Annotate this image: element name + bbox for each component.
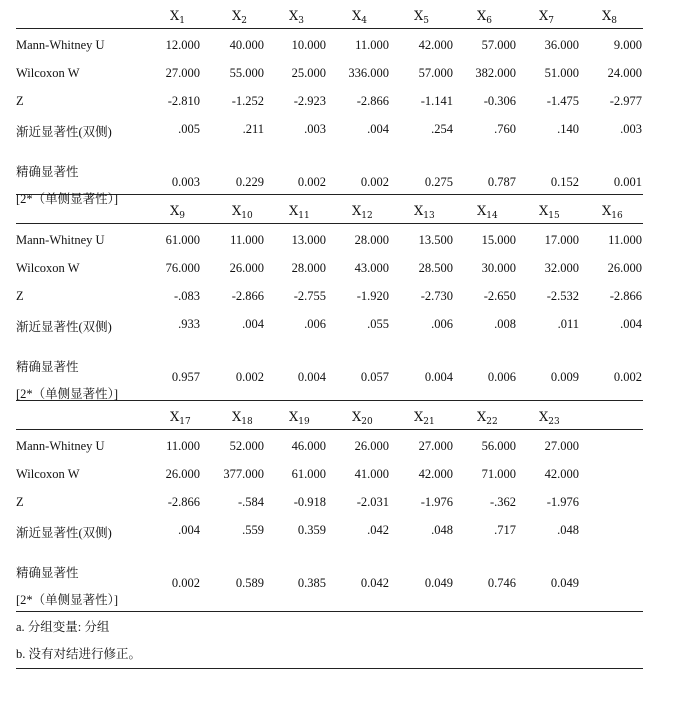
- cell-value: 0.002: [360, 175, 389, 189]
- cell-value: 9.000: [613, 38, 642, 52]
- cell-value: 0.002: [235, 370, 264, 384]
- cell-value: 26.000: [229, 261, 264, 275]
- cell-value: 25.000: [291, 66, 326, 80]
- cell-value: .011: [557, 317, 579, 331]
- cell-value: 61.000: [165, 233, 200, 247]
- cell-value: 26.000: [607, 261, 642, 275]
- cell-value: .559: [242, 523, 264, 537]
- cell-value: 28.500: [418, 261, 453, 275]
- cell-value: -.362: [489, 495, 516, 509]
- cell-value: 55.000: [229, 66, 264, 80]
- cell-value: .140: [557, 122, 579, 136]
- cell-value: -1.976: [420, 495, 453, 509]
- cell-value: 13.000: [291, 233, 326, 247]
- cell-value: 40.000: [229, 38, 264, 52]
- row-label: 渐近显著性(双侧): [16, 320, 112, 334]
- row-label: 精确显著性: [16, 566, 79, 580]
- cell-value: .004: [367, 122, 389, 136]
- cell-value: 0.057: [360, 370, 389, 384]
- column-header: $X_{23}$: [539, 410, 560, 427]
- cell-value: 0.002: [613, 370, 642, 384]
- column-header: $X_1$: [170, 9, 185, 26]
- cell-value: 0.787: [487, 175, 516, 189]
- cell-value: 0.152: [550, 175, 579, 189]
- row-label: Wilcoxon W: [16, 66, 80, 80]
- cell-value: 17.000: [544, 233, 579, 247]
- cell-value: 27.000: [165, 66, 200, 80]
- cell-value: -2.031: [356, 495, 389, 509]
- cell-value: -2.650: [483, 289, 516, 303]
- cell-value: -2.923: [293, 94, 326, 108]
- cell-value: -.083: [173, 289, 200, 303]
- table-block: [16, 0, 643, 206]
- column-header: $X_{16}$: [602, 204, 623, 221]
- column-header: $X_{22}$: [477, 410, 498, 427]
- cell-value: 0.957: [171, 370, 200, 384]
- cell-value: 12.000: [165, 38, 200, 52]
- cell-value: .048: [557, 523, 579, 537]
- cell-value: 0.003: [171, 175, 200, 189]
- column-header-row: [16, 0, 643, 29]
- column-header-row: [16, 401, 643, 430]
- column-header: $X_{18}$: [232, 410, 253, 427]
- column-header: $X_{19}$: [289, 410, 310, 427]
- cell-value: -2.532: [546, 289, 579, 303]
- cell-value: 336.000: [348, 66, 389, 80]
- cell-value: 0.229: [235, 175, 264, 189]
- cell-value: 0.006: [487, 370, 516, 384]
- cell-value: 0.359: [297, 523, 326, 537]
- table-footnotes: [16, 612, 643, 669]
- cell-value: 30.000: [481, 261, 516, 275]
- column-header: $X_{20}$: [352, 410, 373, 427]
- cell-value: .006: [431, 317, 453, 331]
- cell-value: .004: [620, 317, 642, 331]
- cell-value: -2.730: [420, 289, 453, 303]
- cell-value: -1.141: [420, 94, 453, 108]
- cell-value: 36.000: [544, 38, 579, 52]
- cell-value: 28.000: [291, 261, 326, 275]
- cell-value: -2.866: [609, 289, 642, 303]
- cell-value: 0.746: [487, 576, 516, 590]
- cell-value: .004: [178, 523, 200, 537]
- cell-value: 43.000: [354, 261, 389, 275]
- column-header: $X_3$: [289, 9, 304, 26]
- cell-value: 27.000: [544, 439, 579, 453]
- row-label-line2: [2*（单侧显著性）]: [16, 387, 119, 401]
- cell-value: 377.000: [223, 467, 264, 481]
- cell-value: 32.000: [544, 261, 579, 275]
- cell-value: 61.000: [291, 467, 326, 481]
- cell-value: 27.000: [418, 439, 453, 453]
- row-label: Z: [16, 289, 24, 303]
- cell-value: 0.002: [171, 576, 200, 590]
- column-header: $X_{14}$: [477, 204, 498, 221]
- mann-whitney-table: [16, 0, 643, 669]
- cell-value: -0.306: [483, 94, 516, 108]
- cell-value: -0.918: [293, 495, 326, 509]
- column-header: $X_2$: [232, 9, 247, 26]
- cell-value: 24.000: [607, 66, 642, 80]
- cell-value: 0.049: [550, 576, 579, 590]
- cell-value: .003: [304, 122, 326, 136]
- cell-value: -1.475: [546, 94, 579, 108]
- column-header: $X_{11}$: [289, 204, 310, 221]
- row-label: Mann-Whitney U: [16, 233, 105, 247]
- cell-value: 46.000: [291, 439, 326, 453]
- cell-value: 0.385: [297, 576, 326, 590]
- column-header-row: [16, 195, 643, 224]
- cell-value: 57.000: [481, 38, 516, 52]
- column-header: $X_{12}$: [352, 204, 373, 221]
- row-label: 精确显著性: [16, 360, 79, 374]
- cell-value: 0.042: [360, 576, 389, 590]
- row-label: Mann-Whitney U: [16, 38, 105, 52]
- cell-value: 42.000: [418, 38, 453, 52]
- cell-value: 56.000: [481, 439, 516, 453]
- cell-value: 13.500: [418, 233, 453, 247]
- cell-value: -2.810: [167, 94, 200, 108]
- column-header: $X_8$: [602, 9, 617, 26]
- cell-value: .008: [494, 317, 516, 331]
- cell-value: 10.000: [291, 38, 326, 52]
- row-label: Wilcoxon W: [16, 261, 80, 275]
- cell-value: 42.000: [544, 467, 579, 481]
- cell-value: .005: [178, 122, 200, 136]
- cell-value: 51.000: [544, 66, 579, 80]
- column-header: $X_{15}$: [539, 204, 560, 221]
- cell-value: -.584: [237, 495, 264, 509]
- cell-value: -1.976: [546, 495, 579, 509]
- row-label: 渐近显著性(双侧): [16, 125, 112, 139]
- cell-value: 11.000: [355, 38, 389, 52]
- column-header: $X_5$: [414, 9, 429, 26]
- column-header: $X_4$: [352, 9, 367, 26]
- cell-value: 0.049: [424, 576, 453, 590]
- cell-value: .055: [367, 317, 389, 331]
- row-label-line2: [2*（单侧显著性）]: [16, 192, 119, 206]
- cell-value: 0.004: [424, 370, 453, 384]
- cell-value: 57.000: [418, 66, 453, 80]
- column-header: $X_7$: [539, 9, 554, 26]
- cell-value: -2.866: [356, 94, 389, 108]
- cell-value: 382.000: [475, 66, 516, 80]
- cell-value: 0.275: [424, 175, 453, 189]
- cell-value: 26.000: [165, 467, 200, 481]
- cell-value: .717: [494, 523, 516, 537]
- column-header: $X_{17}$: [170, 410, 191, 427]
- cell-value: .933: [178, 317, 200, 331]
- cell-value: 15.000: [481, 233, 516, 247]
- row-label-line2: [2*（单侧显著性）]: [16, 593, 119, 607]
- row-label: Z: [16, 94, 24, 108]
- cell-value: 28.000: [354, 233, 389, 247]
- cell-value: 0.004: [297, 370, 326, 384]
- cell-value: -2.866: [167, 495, 200, 509]
- cell-value: .760: [494, 122, 516, 136]
- cell-value: .042: [367, 523, 389, 537]
- row-label: Mann-Whitney U: [16, 439, 105, 453]
- cell-value: 11.000: [230, 233, 264, 247]
- cell-value: 0.002: [297, 175, 326, 189]
- column-header: $X_9$: [170, 204, 185, 221]
- cell-value: 0.589: [235, 576, 264, 590]
- footnote: a. 分组变量: 分组: [16, 620, 110, 634]
- cell-value: -1.252: [231, 94, 264, 108]
- cell-value: -1.920: [356, 289, 389, 303]
- cell-value: 42.000: [418, 467, 453, 481]
- cell-value: 52.000: [229, 439, 264, 453]
- cell-value: -2.977: [609, 94, 642, 108]
- column-header: $X_{13}$: [414, 204, 435, 221]
- row-label: 精确显著性: [16, 165, 79, 179]
- cell-value: 41.000: [354, 467, 389, 481]
- row-label: Z: [16, 495, 24, 509]
- cell-value: -2.755: [293, 289, 326, 303]
- table-block: [16, 195, 643, 401]
- cell-value: 0.009: [550, 370, 579, 384]
- cell-value: 26.000: [354, 439, 389, 453]
- table-block: [16, 401, 643, 612]
- cell-value: .006: [304, 317, 326, 331]
- footnote: b. 没有对结进行修正。: [16, 647, 142, 661]
- cell-value: .254: [431, 122, 453, 136]
- column-header: $X_6$: [477, 9, 492, 26]
- cell-value: 11.000: [608, 233, 642, 247]
- cell-value: 76.000: [165, 261, 200, 275]
- column-header: $X_{10}$: [232, 204, 253, 221]
- column-header: $X_{21}$: [414, 410, 435, 427]
- cell-value: 11.000: [166, 439, 200, 453]
- cell-value: .004: [242, 317, 264, 331]
- row-label: 渐近显著性(双侧): [16, 526, 112, 540]
- cell-value: 71.000: [481, 467, 516, 481]
- cell-value: .211: [242, 122, 264, 136]
- cell-value: 0.001: [613, 175, 642, 189]
- cell-value: .003: [620, 122, 642, 136]
- row-label: Wilcoxon W: [16, 467, 80, 481]
- cell-value: -2.866: [231, 289, 264, 303]
- cell-value: .048: [431, 523, 453, 537]
